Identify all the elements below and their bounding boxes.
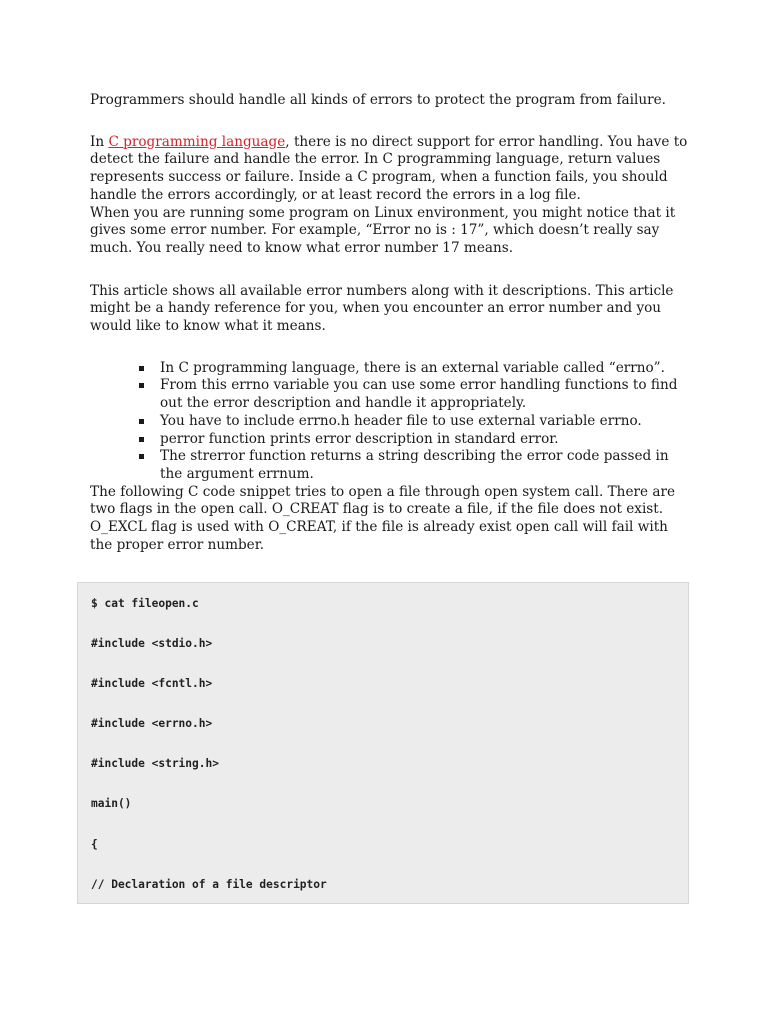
article-body (90, 92, 690, 554)
code-intro-paragraph: The following C code snippet tries to open a file through open system call. There are two flags in the open call. O_CREAT flag is to create a file, if the file does not exist. O_EXCL flag is used with O_CREAT, if the file is already exist open call will fail with the proper error number. (90, 483, 675, 553)
list-item-text: perror function prints error description in standard error. (160, 430, 559, 447)
list-item (160, 448, 690, 483)
code-line: #include <errno.h> (91, 717, 213, 730)
bullet-icon (139, 419, 144, 424)
code-line: #include <stdio.h> (91, 637, 213, 650)
code-line: #include <string.h> (91, 757, 219, 770)
code-line: { (91, 838, 98, 851)
list-item-text: The strerror function returns a string describing the error code passed in the argument errnum. (160, 448, 669, 482)
list-item (160, 377, 690, 412)
list-item (160, 360, 690, 378)
code-line: // Declaration of a file descriptor (91, 878, 327, 891)
code-line: #include <fcntl.h> (91, 677, 213, 690)
intro-paragraph: Programmers should handle all kinds of errors to protect the program from failure. (90, 92, 666, 108)
paragraph-suffix: , there is no direct support for error handling. You have to detect the failure and handle the error. In C programming language, return values represents success or failure. Inside a C program, when a function fails, you should handle the errors accordingly, or at least record the errors in a log file. (90, 133, 688, 203)
c-programming-language-link[interactable]: C programming language (108, 133, 286, 150)
bullet-icon (139, 437, 144, 442)
code-line: $ cat fileopen.c (91, 597, 199, 610)
list-item-text: You have to include errno.h header file to use external variable errno. (160, 412, 642, 429)
error-handling-paragraph (90, 134, 690, 205)
code-line: main() (91, 797, 132, 810)
bullet-icon (139, 454, 144, 459)
list-item (160, 413, 690, 431)
paragraph-prefix: In (90, 133, 109, 150)
error-number-paragraph: When you are running some program on Linux environment, you might notice that it gives some error number. For example, “Error no is : 17”, which doesn’t really say much. You really need to know what error number 17 means. (90, 204, 676, 256)
bullet-icon (139, 383, 144, 388)
list-item-text: From this errno variable you can use some error handling functions to find out the error description and handle it appropriately. (160, 377, 678, 412)
list-item-text: In C programming language, there is an external variable called “errno”. (160, 359, 665, 376)
list-item (160, 431, 690, 449)
errno-facts-list (90, 360, 690, 484)
code-block (77, 582, 689, 904)
bullet-icon (139, 366, 144, 371)
article-purpose-paragraph: This article shows all available error numbers along with it descriptions. This article might be a handy reference for you, when you encounter an error number and you would like to know what it means. (90, 282, 674, 335)
